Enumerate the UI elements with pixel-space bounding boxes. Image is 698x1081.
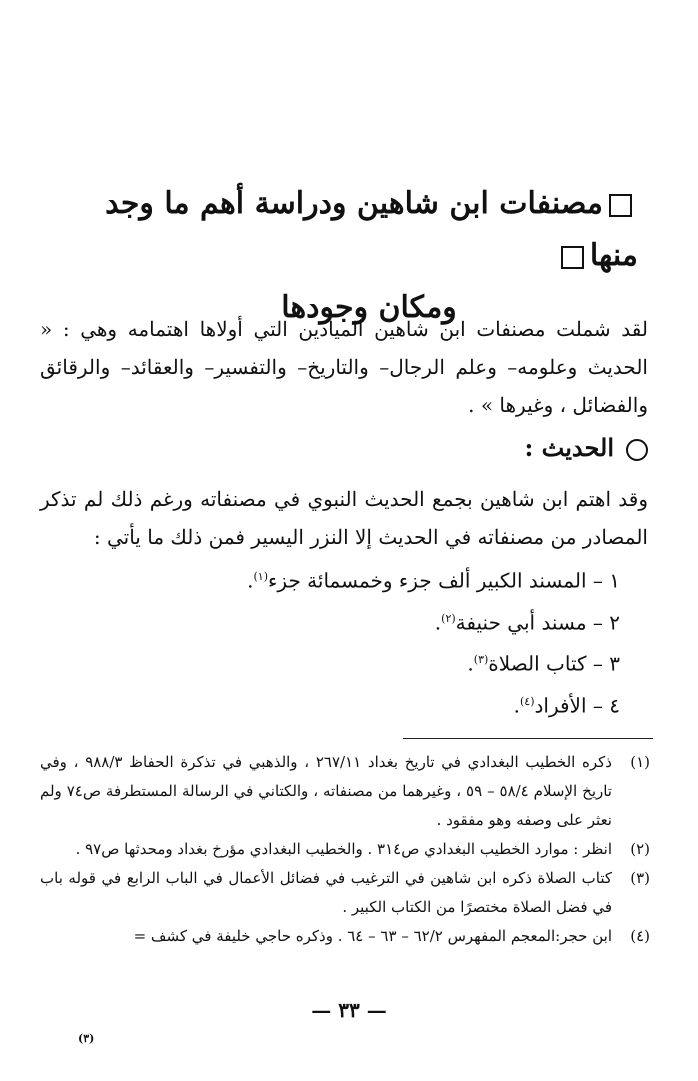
footnote	[40, 864, 650, 922]
footnote	[40, 922, 650, 951]
section-title-text: الحديث :	[524, 433, 614, 462]
footnote-number: (١)	[630, 753, 650, 771]
square-bullet-icon	[609, 194, 632, 217]
section-title	[524, 428, 648, 468]
footnote-number: (٢)	[630, 840, 650, 858]
footnote	[40, 748, 650, 835]
footnote-text: ابن حجر:المعجم المفهرس ٦٢/٢ – ٦٣ – ٦٤ . وذكره حاجي خليفة في كشف =	[133, 927, 612, 945]
intro-paragraph: لقد شملت مصنفات ابن شاهين الميادين التي أولاها اهتمامه وهي : « الحديث وعلومه– وعلم الرجال– والتاريخ– والتفسير– والعقائد– والرقائق والفضائل ، وغيرها » .	[40, 317, 648, 417]
footnote-ref[interactable]: (٣)	[473, 653, 489, 667]
heading-line-1: مصنفات ابن شاهين ودراسة أهم ما وجد منها	[105, 186, 638, 273]
page-number: — ٣٣ —	[311, 998, 387, 1022]
list-item: ١ – المسند الكبير ألف جزء وخمسمائة جزء$^{(١)}$.	[247, 568, 620, 593]
body-paragraph: وقد اهتم ابن شاهين بجمع الحديث النبوي في مصنفاته ورغم ذلك لم تذكر المصادر من مصنفاته في الحديث إلا النزر اليسير فمن ذلك ما يأتي :	[40, 487, 648, 549]
footnote-divider	[403, 738, 653, 739]
list-item: ٤ – الأفراد$^{(٤)}$.	[513, 693, 620, 718]
footnote-number: (٣)	[630, 869, 650, 887]
footnote-ref[interactable]: (١)	[253, 570, 269, 583]
square-bullet-icon	[561, 246, 584, 269]
list-item: ٣ – كتاب الصلاة$^{(٣)}$.	[467, 651, 620, 676]
footnote-ref[interactable]: (٢)	[441, 611, 456, 625]
circle-bullet-icon	[626, 439, 648, 461]
footnote-ref[interactable]: (٤)	[519, 694, 535, 708]
list-item: ٢ – مسند أبي حنيفة$^{(٢)}$.	[434, 610, 620, 635]
footnote-text: كتاب الصلاة ذكره ابن شاهين في الترغيب في فضائل الأعمال في الباب الرابع في قوله باب في فضل الصلاة مختصرًا من الكتاب الكبير .	[40, 869, 612, 916]
footnote-text: ذكره الخطيب البغدادي في تاريخ بغداد ٢٦٧/١١ ، والذهبي في تذكرة الحفاظ ٩٨٨/٣ ، وفي تاريخ الإسلام ٥٨/٤ – ٥٩ ، وغيرهما من مصنفاته ، والكتاني في الرسالة المستطرفة ص٧٤ ولم نعثر على وصفه وهو مفقود .	[40, 753, 612, 829]
footnote-number: (٤)	[630, 927, 650, 945]
signature-mark: (٣)	[78, 1032, 95, 1045]
footnote-text: انظر : موارد الخطيب البغدادي ص٣١٤ . والخطيب البغدادي مؤرخ بغداد ومحدثها ص٩٧ .	[75, 840, 612, 858]
footnote	[40, 835, 650, 864]
works-list	[247, 558, 620, 725]
footnotes	[40, 748, 650, 951]
heading-line-2: ومكان وجودها	[281, 290, 457, 325]
